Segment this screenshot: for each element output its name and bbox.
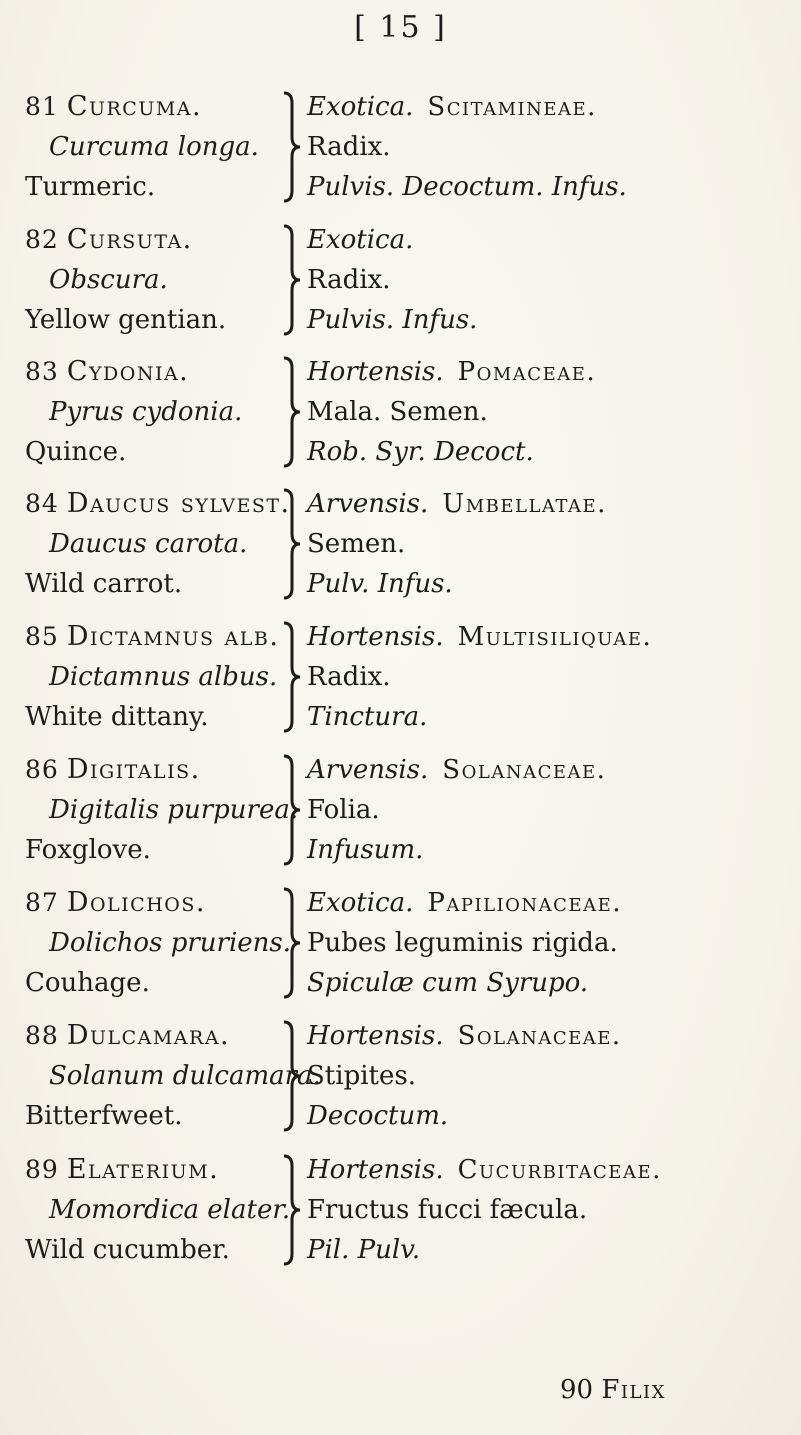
entry-heading [25,352,295,392]
entry-number: 85 [25,622,59,651]
origin-line [307,87,787,127]
plant-part: Radix. [307,662,391,692]
brace-icon [280,754,306,866]
plant-part: Pubes leguminis rigida. [307,928,618,958]
origin-line [307,750,787,790]
latin-name: Solanum dulcamara. [49,1061,321,1091]
plant-part: Semen. [307,529,406,559]
common-name: White dittany. [25,702,209,732]
latin-name: Dictamnus albus. [49,662,278,692]
entry-heading [25,1150,295,1190]
catchword [560,1375,666,1405]
entry-right-column [307,1150,787,1270]
entry-name: Cydonia. [66,356,190,387]
entry-heading [25,883,295,923]
entry-86 [0,750,801,870]
entry-right-column [307,883,787,1003]
plant-part: Radix. [307,265,391,295]
plant-part: Mala. Semen. [307,397,488,427]
entry-right-column [307,1016,787,1136]
entry-left-column [25,750,299,870]
entry-number: 84 [25,489,59,518]
plant-part: Stipites. [307,1061,416,1091]
page-number-header: [ 15 ] [354,10,447,45]
origin: Hortensis. [307,1021,444,1051]
brace-icon [280,356,306,468]
entry-88 [0,1016,801,1136]
entry-heading [25,617,295,657]
entry-85 [0,617,801,737]
latin-name: Dolichos pruriens. [49,928,291,958]
origin-line [307,1016,787,1056]
latin-name: Digitalis purpurea. [49,795,299,825]
latin-name: Daucus carota. [49,529,248,559]
preparations: Tinctura. [307,702,428,732]
entry-number: 88 [25,1021,59,1050]
catchword-word: Filix [601,1375,666,1405]
origin-line [307,883,787,923]
entry-left-column [25,1016,321,1136]
entry-right-column [307,352,787,472]
latin-name: Momordica elater. [49,1195,291,1225]
origin: Hortensis. [307,357,444,387]
entry-heading [25,1016,295,1056]
common-name: Yellow gentian. [25,305,227,335]
preparations: Pil. Pulv. [307,1235,421,1265]
entry-heading [25,87,295,127]
entry-right-column [307,750,787,870]
preparations: Pulvis. Decoctum. Infus. [307,172,627,202]
common-name: Wild cucumber. [25,1235,230,1265]
entry-right-column [307,617,787,737]
entry-right-column [307,220,787,340]
preparations: Pulvis. Infus. [307,305,478,335]
catchword-number: 90 [560,1375,594,1405]
brace-icon [280,887,306,999]
preparations: Spiculæ cum Syrupo. [307,968,589,998]
entry-right-column [307,484,787,604]
entry-name: Digitalis. [66,754,201,785]
entry-82 [0,220,801,340]
origin-line [307,484,787,524]
preparations: Pulv. Infus. [307,569,453,599]
entry-left-column [25,87,295,207]
common-name: Foxglove. [25,835,151,865]
brace-icon [280,1020,306,1132]
brace-icon [280,224,306,336]
entry-number: 89 [25,1155,59,1184]
family: Solanaceae. [457,1021,622,1051]
plant-part: Radix. [307,132,391,162]
origin: Exotica. [307,888,414,918]
entry-83 [0,352,801,472]
entry-87 [0,883,801,1003]
entry-left-column [25,883,295,1003]
entry-left-column [25,1150,295,1270]
entry-81 [0,87,801,207]
entry-number: 82 [25,225,59,254]
entry-heading [25,750,295,790]
entry-number: 81 [25,92,59,121]
origin-line [307,220,787,260]
family: Papilionaceae. [427,888,622,918]
entry-left-column [25,220,295,340]
preparations: Infusum. [307,835,424,865]
entry-name: Dolichos. [66,887,206,918]
origin: Exotica. [307,92,414,122]
family: Pomaceae. [457,357,597,387]
entry-heading [25,484,295,524]
brace-icon [280,621,306,733]
entry-name: Curcuma. [66,91,203,122]
entry-left-column [25,617,295,737]
family: Scitamineae. [427,92,597,122]
family: Multisiliquae. [457,622,653,652]
entry-name: Dulcamara. [66,1020,231,1051]
preparations: Rob. Syr. Decoct. [307,437,534,467]
common-name: Bitterfweet. [25,1101,183,1131]
entry-number: 86 [25,755,59,784]
family: Cucurbitaceae. [457,1155,662,1185]
latin-name: Obscura. [49,265,168,295]
brace-icon [280,488,306,600]
entry-name: Cursuta. [66,224,193,255]
entry-right-column [307,87,787,207]
common-name: Couhage. [25,968,150,998]
entry-84 [0,484,801,604]
entry-heading [25,220,295,260]
entry-name: Dictamnus alb. [66,621,280,652]
common-name: Wild carrot. [25,569,183,599]
entry-left-column [25,484,295,604]
common-name: Turmeric. [25,172,156,202]
origin: Hortensis. [307,1155,444,1185]
family: Solanaceae. [442,755,607,785]
origin-line [307,617,787,657]
entry-name: Elaterium. [66,1154,220,1185]
entry-left-column [25,352,295,472]
brace-icon [280,1154,306,1266]
origin: Exotica. [307,225,414,255]
origin: Hortensis. [307,622,444,652]
entry-89 [0,1150,801,1270]
origin-line [307,352,787,392]
entry-number: 87 [25,888,59,917]
preparations: Decoctum. [307,1101,449,1131]
plant-part: Folia. [307,795,380,825]
common-name: Quince. [25,437,127,467]
latin-name: Pyrus cydonia. [49,397,243,427]
entry-number: 83 [25,357,59,386]
family: Umbellatae. [442,489,607,519]
latin-name: Curcuma longa. [49,132,259,162]
origin: Arvensis. [307,755,429,785]
entry-name: Daucus sylvest. [66,488,291,519]
brace-icon [280,91,306,203]
origin: Arvensis. [307,489,429,519]
plant-part: Fructus fucci fæcula. [307,1195,588,1225]
origin-line [307,1150,787,1190]
